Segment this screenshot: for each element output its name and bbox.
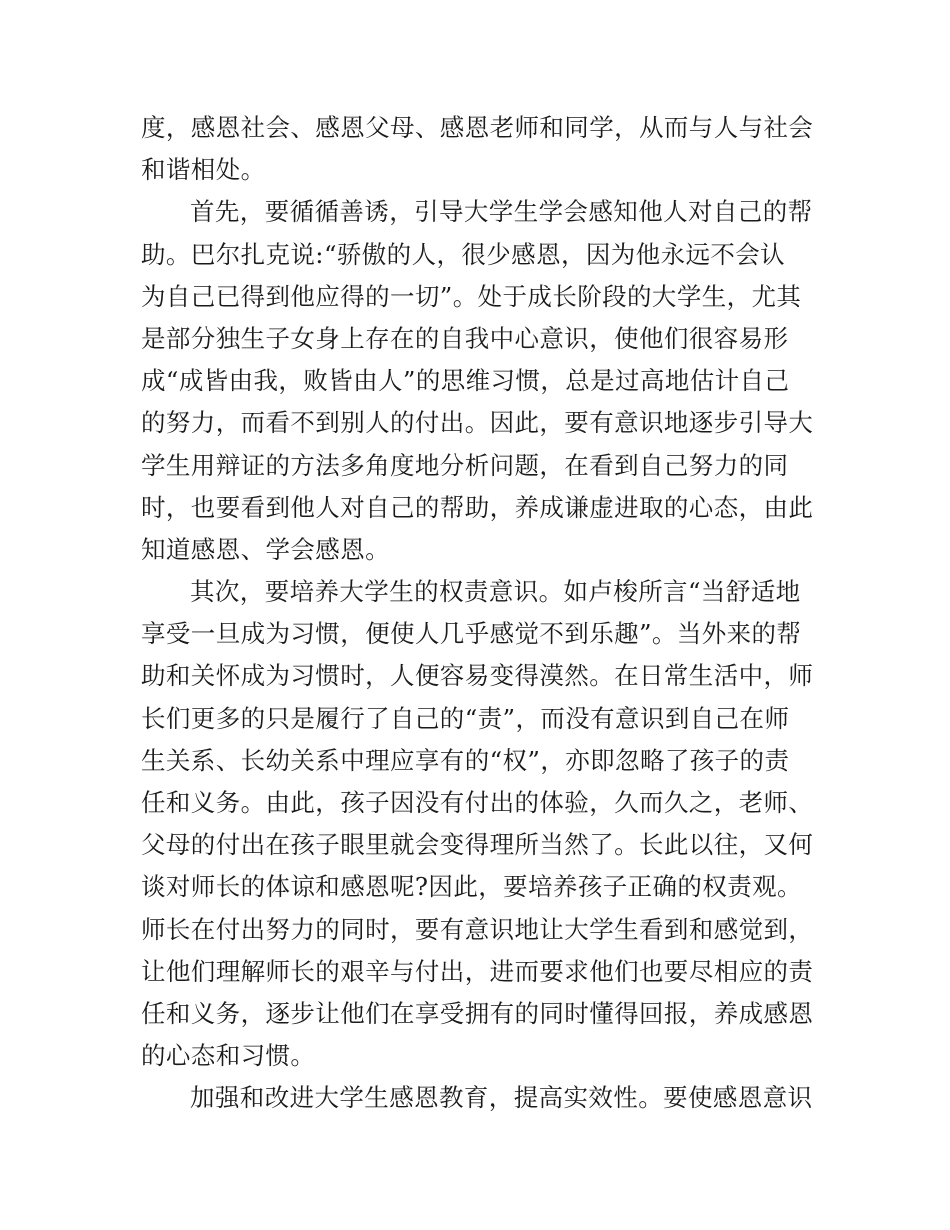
- text-line: 时，也要看到他人对自己的帮助，养成谦虚进取的心态，由此: [141, 492, 814, 522]
- text-line: 成“成皆由我，败皆由人”的思维习惯，总是过高地估计自己: [141, 366, 790, 396]
- text-line: 生关系、长幼关系中理应享有的“权”，亦即忽略了孩子的责: [141, 745, 790, 775]
- text-line: 享受一旦成为习惯，便使人几乎感觉不到乐趣”。当外来的帮: [141, 619, 802, 649]
- text-line: 助和关怀成为习惯时，人便容易变得漠然。在日常生活中，师: [141, 661, 814, 691]
- text-line: 让他们理解师长的艰辛与付出，进而要求他们也要尽相应的责: [141, 956, 814, 986]
- text-line: 长们更多的只是履行了自己的“责”，而没有意识到自己在师: [141, 703, 790, 733]
- text-line: 是部分独生子女身上存在的自我中心意识，使他们很容易形: [141, 323, 789, 353]
- text-line: 学生用辩证的方法多角度地分析问题，在看到自己努力的同: [141, 450, 789, 480]
- text-line: 和谐相处。: [141, 155, 266, 185]
- text-line: 父母的付出在孩子眼里就会变得理所当然了。长此以往，又何: [141, 830, 814, 860]
- text-line: 为自己已得到他应得的一切”。处于成长阶段的大学生，尤其: [141, 281, 802, 311]
- text-line: 度，感恩社会、感恩父母、感恩老师和同学，从而与人与社会: [141, 113, 814, 142]
- body-text: [141, 107, 821, 1120]
- text-line: 谈对师长的体谅和感恩呢?因此，要培养孩子正确的权责观。: [141, 872, 802, 902]
- text-line: 的努力，而看不到别人的付出。因此，要有意识地逐步引导大: [141, 408, 814, 438]
- text-line: 任和义务，逐步让他们在享受拥有的同时懂得回报，养成感恩: [141, 998, 814, 1028]
- text-line: 师长在付出努力的同时，要有意识地让大学生看到和感觉到，: [141, 914, 814, 944]
- paragraph-first-line: 首先，要循循善诱，引导大学生学会感知他人对自己的帮: [190, 197, 813, 227]
- text-line: 助。巴尔扎克说:“骄傲的人，很少感恩，因为他永远不会认: [141, 239, 786, 269]
- paragraph-first-line: 其次，要培养大学生的权责意识。如卢梭所言“当舒适地: [190, 577, 801, 607]
- text-line: 的心态和习惯。: [141, 1041, 316, 1071]
- text-line: 任和义务。由此，孩子因没有付出的体验，久而久之，老师、: [141, 788, 814, 817]
- text-line: 知道感恩、学会感恩。: [141, 534, 390, 564]
- paragraph-first-line: 加强和改进大学生感恩教育，提高实效性。要使感恩意识: [190, 1083, 813, 1113]
